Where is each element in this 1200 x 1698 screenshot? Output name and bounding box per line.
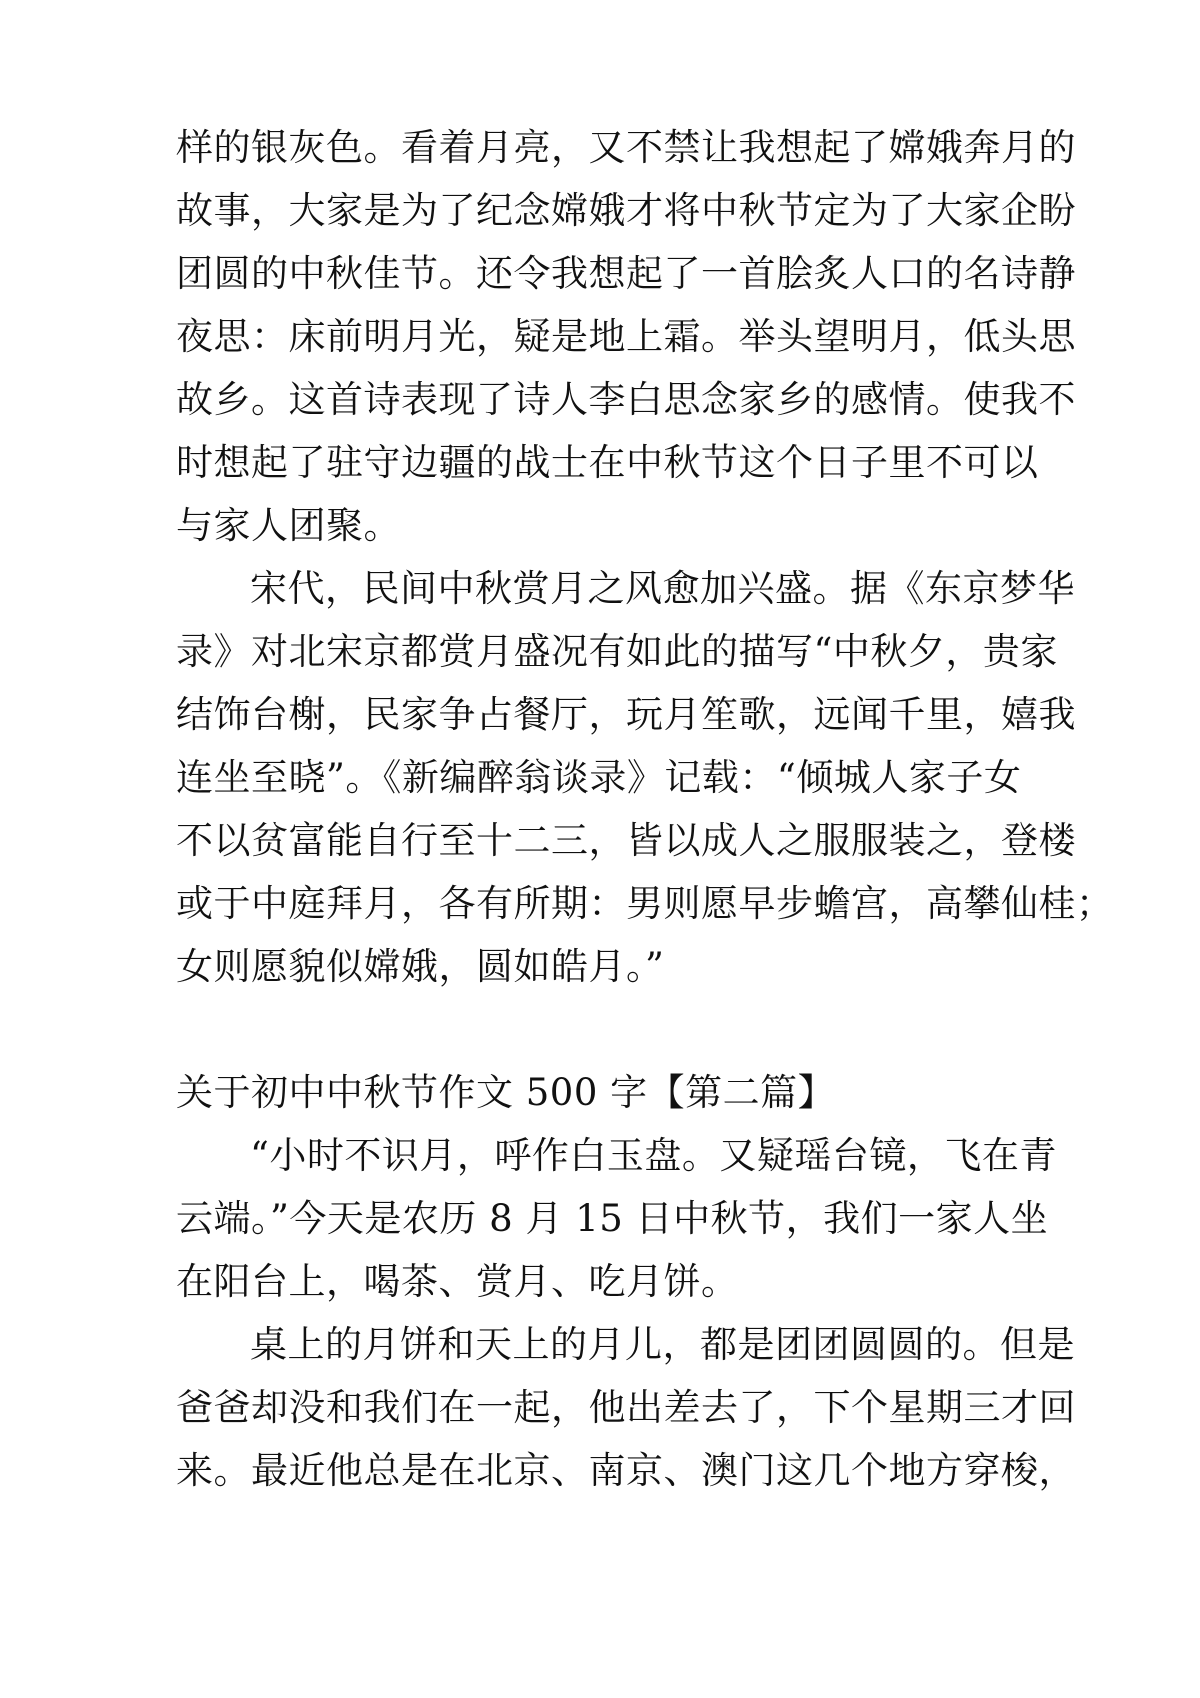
paragraph-4-line-3: 来。最近他总是在北京、南京、澳门这几个地方穿梭，: [176, 1449, 1076, 1492]
paragraph-1-line-6: 时想起了驻守边疆的战士在中秋节这个日子里不可以: [176, 441, 1039, 484]
paragraph-4-line-1: 桌上的月饼和天上的月儿，都是团团圆圆的。但是: [250, 1323, 1075, 1366]
paragraph-2-line-5: 不以贫富能自行至十二三，皆以成人之服服装之，登楼: [176, 819, 1076, 862]
paragraph-1-line-4: 夜思：床前明月光，疑是地上霜。举头望明月，低头思: [176, 315, 1076, 358]
paragraph-1-line-2: 故事，大家是为了纪念嫦娥才将中秋节定为了大家企盼: [176, 189, 1076, 232]
paragraph-1-line-5: 故乡。这首诗表现了诗人李白思念家乡的感情。使我不: [176, 378, 1076, 421]
paragraph-2-line-6: 或于中庭拜月，各有所期：男则愿早步蟾宫，高攀仙桂；: [176, 882, 1114, 925]
paragraph-1-line-1: 样的银灰色。看着月亮，又不禁让我想起了嫦娥奔月的: [176, 126, 1076, 169]
section-heading: 关于初中中秋节作文 500 字【第二篇】: [176, 1071, 836, 1114]
paragraph-2-line-4: 连坐至晓”。《新编醉翁谈录》记载：“倾城人家子女: [176, 756, 1022, 799]
paragraph-1-line-7: 与家人团聚。: [176, 504, 401, 547]
paragraph-2-line-3: 结饰台榭，民家争占餐厅，玩月笙歌，远闻千里，嬉我: [176, 693, 1076, 736]
paragraph-4-line-2: 爸爸却没和我们在一起，他出差去了，下个星期三才回: [176, 1386, 1076, 1429]
paragraph-2-line-2: 录》对北宋京都赏月盛况有如此的描写“中秋夕，贵家: [176, 630, 1058, 673]
paragraph-3-line-2: 云端。”今天是农历 8 月 15 日中秋节，我们一家人坐: [176, 1197, 1049, 1240]
paragraph-3-line-1: “小时不识月，呼作白玉盘。又疑瑶台镜，飞在青: [250, 1134, 1057, 1177]
paragraph-1-line-3: 团圆的中秋佳节。还令我想起了一首脍炙人口的名诗静: [176, 252, 1076, 295]
paragraph-2-line-7: 女则愿貌似嫦娥，圆如皓月。”: [176, 945, 665, 988]
paragraph-2-line-1: 宋代，民间中秋赏月之风愈加兴盛。据《东京梦华: [250, 567, 1075, 610]
paragraph-3-line-3: 在阳台上，喝茶、赏月、吃月饼。: [176, 1260, 739, 1303]
